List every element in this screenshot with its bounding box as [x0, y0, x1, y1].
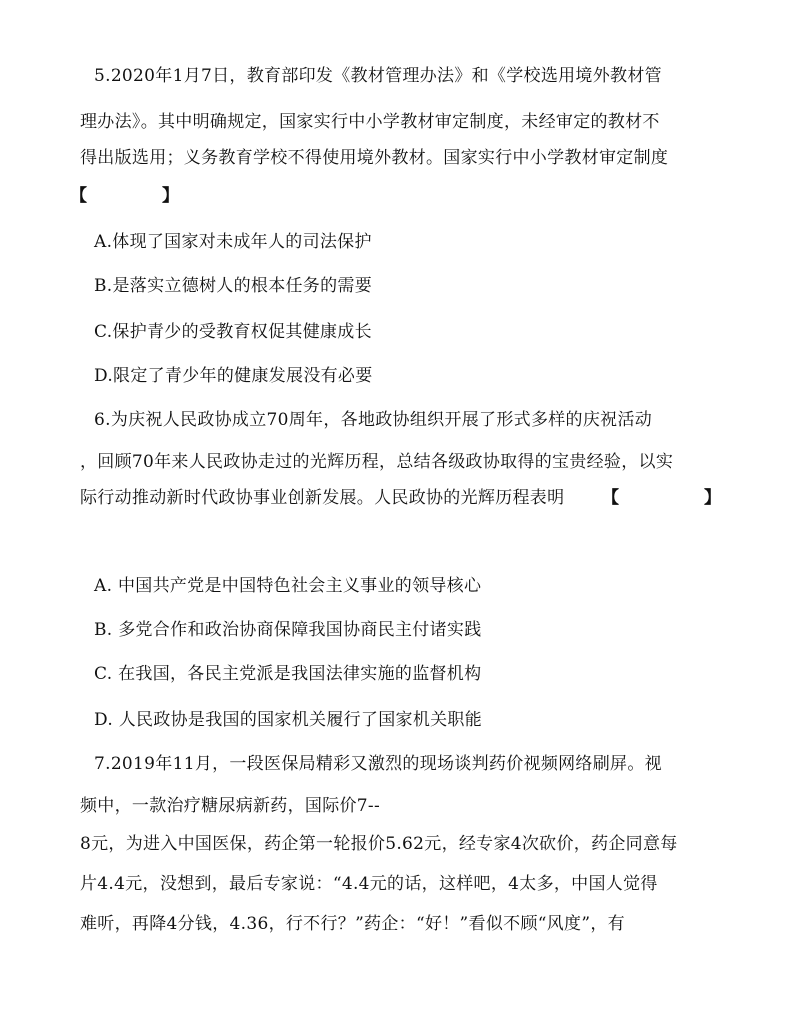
q6-option-c: C. 在我国，各民主党派是我国法律实施的监督机构 — [94, 664, 482, 684]
q7-stem-line-3: 8元，为进入中国医保，药企第一轮报价5.62元，经专家4次砍价，药企同意每 — [80, 834, 678, 854]
q6-option-b: B. 多党合作和政治协商保障我国协商民主付诸实践 — [94, 620, 482, 640]
q6-stem-line-1: 6.为庆祝人民政协成立70周年，各地政协组织开展了形式多样的庆祝活动 — [94, 410, 653, 430]
q5-answer-bracket-open: 【 — [70, 186, 87, 206]
q5-option-b: B.是落实立德树人的根本任务的需要 — [94, 276, 372, 296]
q7-stem-line-4: 片4.4元，没想到，最后专家说：“4.4元的话，这样吧，4太多，中国人觉得 — [80, 874, 658, 894]
q6-answer-bracket-close: 】 — [704, 488, 721, 508]
q7-stem-line-2: 频中，一款治疗糖尿病新药，国际价7-- — [80, 796, 381, 816]
q6-stem-line-2: ，回顾70年来人民政协走过的光辉历程，总结各级政协取得的宝贵经验，以实 — [80, 452, 674, 472]
q5-answer-bracket-close: 】 — [162, 186, 179, 206]
q6-option-d: D. 人民政协是我国的国家机关履行了国家机关职能 — [94, 710, 483, 730]
q7-stem-line-1: 7.2019年11月，一段医保局精彩又激烈的现场谈判药价视频网络刷屏。视 — [94, 754, 662, 774]
q5-stem-line-1: 5.2020年1月7日，教育部印发《教材管理办法》和《学校选用境外教材管 — [94, 66, 662, 86]
q5-option-c: C.保护青少的受教育权促其健康成长 — [94, 322, 372, 342]
q6-stem-line-3: 际行动推动新时代政协事业创新发展。人民政协的光辉历程表明 — [80, 488, 565, 508]
q7-stem-line-5: 难听，再降4分钱，4.36，行不行？”药企：“好！”看似不顾“风度”，有 — [80, 914, 625, 934]
q5-option-d: D.限定了青少年的健康发展没有必要 — [94, 366, 373, 386]
q5-stem-line-3: 得出版选用；义务教育学校不得使用境外教材。国家实行中小学教材审定制度 — [80, 148, 669, 168]
q6-option-a: A. 中国共产党是中国特色社会主义事业的领导核心 — [94, 576, 482, 596]
q6-answer-bracket-open: 【 — [602, 488, 619, 508]
q5-option-a: A.体现了国家对未成年人的司法保护 — [94, 232, 372, 252]
q5-stem-line-2: 理办法》。其中明确规定，国家实行中小学教材审定制度，未经审定的教材不 — [80, 112, 660, 132]
